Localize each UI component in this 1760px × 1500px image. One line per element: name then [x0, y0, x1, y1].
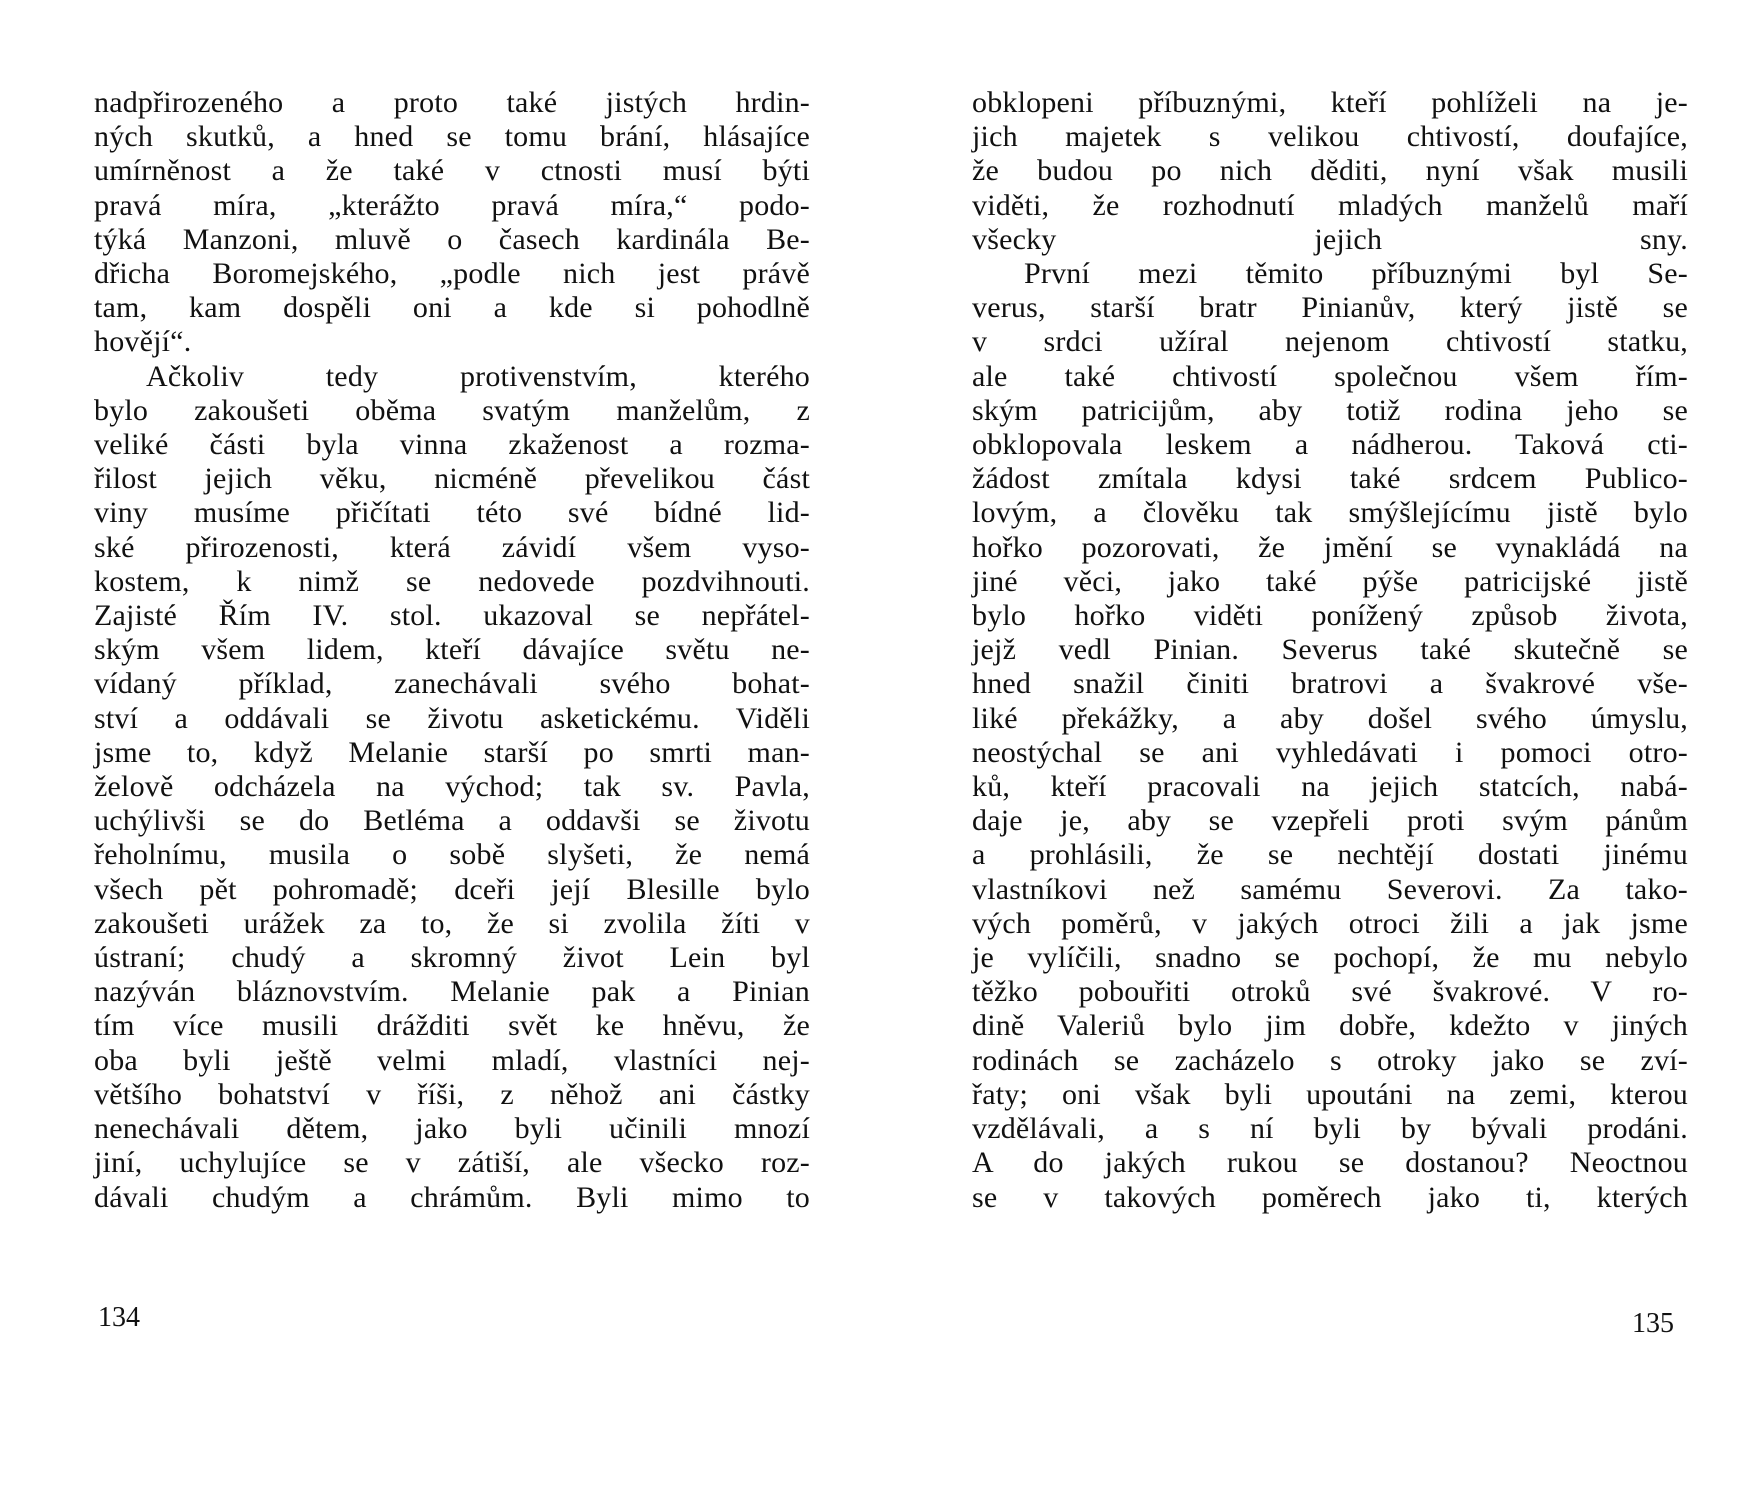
text-line: vých poměrů, v jakých otroci žili a jak jsme — [972, 906, 1688, 940]
text-line: verus, starší bratr Pinianův, který jistě se — [972, 291, 1688, 325]
text-line: pravá míra, „kterážto pravá míra,“ podo- — [94, 188, 810, 222]
text-line: vídaný příklad, zanechávali svého bohat- — [94, 667, 810, 701]
text-line: jejž vedl Pinian. Severus také skutečně se — [972, 633, 1688, 667]
text-line: želově odcházela na východ; tak sv. Pavla, — [94, 770, 810, 804]
text-line: ským patricijům, aby totiž rodina jeho se — [972, 393, 1688, 427]
text-line: uchýlivši se do Betléma a oddavši se životu — [94, 804, 810, 838]
text-line: dině Valeriů bylo jim dobře, kdežto v jiných — [972, 1009, 1688, 1043]
text-line: hned snažil činiti bratrovi a švakrové vše- — [972, 667, 1688, 701]
text-line: tam, kam dospěli oni a kde si pohodlně — [94, 291, 810, 325]
right-page-text — [972, 86, 1688, 1215]
text-line: ústraní; chudý a skromný život Lein byl — [94, 941, 810, 975]
text-line: A do jakých rukou se dostanou? Neoctnou — [972, 1146, 1688, 1180]
text-line: vzdělávali, a s ní byli by bývali prodáni. — [972, 1112, 1688, 1146]
text-line: nenechávali dětem, jako byli učinili mnozí — [94, 1112, 810, 1146]
text-line: bylo hořko viděti ponížený způsob života, — [972, 599, 1688, 633]
text-line: První mezi těmito příbuznými byl Se- — [1024, 257, 1688, 291]
text-line: že budou po nich děditi, nyní však musili — [972, 154, 1688, 188]
text-line: nazýván bláznovstvím. Melanie pak a Pinian — [94, 975, 810, 1009]
text-line: rodinách se zacházelo s otroky jako se zví- — [972, 1043, 1688, 1077]
text-line: ků, kteří pracovali na jejich statcích, nabá- — [972, 770, 1688, 804]
text-line: řilost jejich věku, nicméně převelikou část — [94, 462, 810, 496]
text-line: ským všem lidem, kteří dávajíce světu ne- — [94, 633, 810, 667]
text-line: Zajisté Řím IV. stol. ukazoval se nepřátel- — [94, 599, 810, 633]
text-line: jich majetek s velikou chtivostí, doufajíce, — [972, 120, 1688, 154]
text-line: ství a oddávali se životu asketickému. Viděli — [94, 701, 810, 735]
text-line: tím více musili drážditi svět ke hněvu, že — [94, 1009, 810, 1043]
text-line: viny musíme přičítati této své bídné lid- — [94, 496, 810, 530]
text-line: lovým, a člověku tak smýšlejícímu jistě bylo — [972, 496, 1688, 530]
text-line: řaty; oni však byli upoutáni na zemi, kterou — [972, 1077, 1688, 1111]
text-line: obklopeni příbuznými, kteří pohlíželi na je- — [972, 86, 1688, 119]
text-line: se v takových poměrech jako ti, kterých — [972, 1180, 1688, 1214]
text-line: ské přirozenosti, která závidí všem vyso- — [94, 530, 810, 564]
text-line: těžko pobouřiti otroků své švakrové. V ro- — [972, 975, 1688, 1009]
text-line: většího bohatství v říši, z něhož ani částky — [94, 1077, 810, 1111]
text-line: a prohlásili, že se nechtějí dostati jinému — [972, 838, 1688, 872]
left-page-text — [94, 86, 810, 1215]
text-line: hovějí“. — [94, 325, 192, 359]
text-line: týká Manzoni, mluvě o časech kardinála Be- — [94, 222, 810, 256]
text-line: všech pět pohromadě; dceři její Blesille bylo — [94, 872, 810, 906]
text-line: ných skutků, a hned se tomu brání, hlásajíce — [94, 120, 810, 154]
text-line: kostem, k nimž se nedovede pozdvihnouti. — [94, 564, 810, 598]
text-line: jiné věci, jako také pýše patricijské jistě — [972, 564, 1688, 598]
text-line: dřicha Boromejského, „podle nich jest právě — [94, 257, 810, 291]
text-line: hořko pozorovati, že jmění se vynakládá na — [972, 530, 1688, 564]
text-line: daje je, aby se vzepřeli proti svým pánům — [972, 804, 1688, 838]
text-line: bylo zakoušeti oběma svatým manželům, z — [94, 393, 810, 427]
text-line: liké překážky, a aby došel svého úmyslu, — [972, 701, 1688, 735]
text-line: zakoušeti urážek za to, že si zvolila žíti v — [94, 906, 810, 940]
text-line: dávali chudým a chrámům. Byli mimo to — [94, 1180, 810, 1214]
text-line: viděti, že rozhodnutí mladých manželů maří — [972, 188, 1688, 222]
text-line: vlastníkovi než samému Severovi. Za tako- — [972, 872, 1688, 906]
right-page-number: 135 — [1632, 1308, 1674, 1339]
left-page-number: 134 — [98, 1302, 140, 1333]
text-line: umírněnost a že také v ctnosti musí býti — [94, 154, 810, 188]
text-line: jiní, uchylujíce se v zátiší, ale všecko roz- — [94, 1146, 810, 1180]
text-line: řeholnímu, musila o sobě slyšeti, že nemá — [94, 838, 810, 872]
text-line: nadpřirozeného a proto také jistých hrdin- — [94, 86, 810, 119]
text-line: neostýchal se ani vyhledávati i pomoci otro- — [972, 735, 1688, 769]
text-line: v srdci užíral nejenom chtivostí statku, — [972, 325, 1688, 359]
text-line: obklopovala leskem a nádherou. Taková cti- — [972, 428, 1688, 462]
text-line: všecky jejich sny. — [972, 222, 1688, 256]
text-line: je vylíčili, snadno se pochopí, že mu nebylo — [972, 941, 1688, 975]
text-line: jsme to, když Melanie starší po smrti man- — [94, 735, 810, 769]
text-line: oba byli ještě velmi mladí, vlastníci nej- — [94, 1043, 810, 1077]
text-line: Ačkoliv tedy protivenstvím, kterého — [146, 359, 810, 393]
text-line: ale také chtivostí společnou všem řím- — [972, 359, 1688, 393]
text-line: veliké části byla vinna zkaženost a rozma- — [94, 428, 810, 462]
text-line: žádost zmítala kdysi také srdcem Publico- — [972, 462, 1688, 496]
